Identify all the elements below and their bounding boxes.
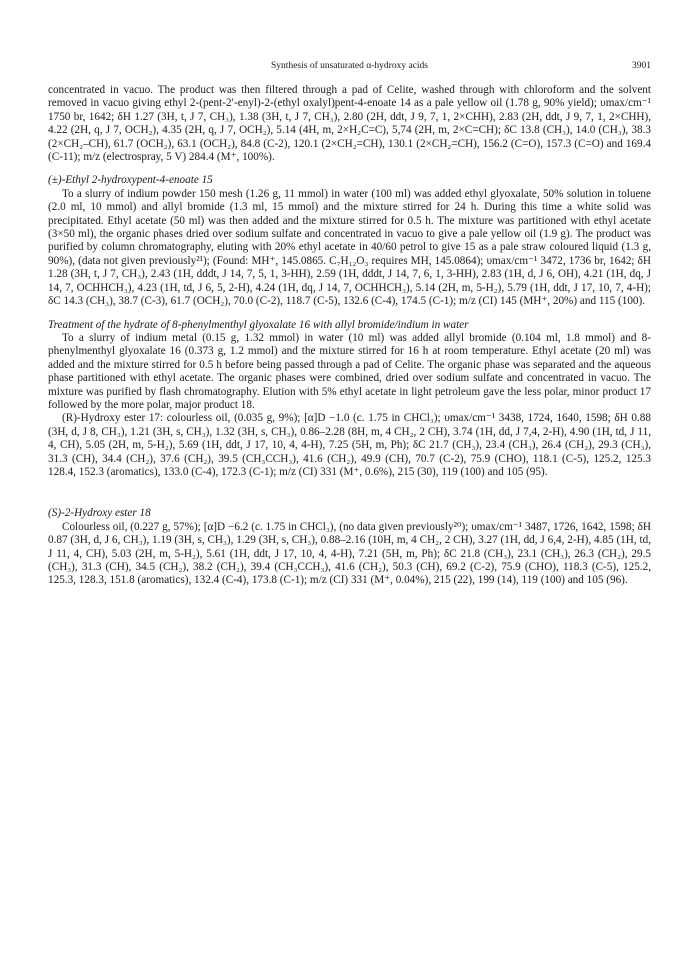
paragraph-treatment: To a slurry of indium metal (0.15 g, 1.32 mmol) in water (10 ml) was added allyl bromide (0.104 ml, 1.8 mmol) and 8-phenylmenthyl glyoxalate 16 (0.373 g, 1.2 mmol) and the mixture stirred for 16 h at room temperature. Ethyl acetate (20 ml) was added and the mixture stirred for 0.5 h before being passed through a pad of Celite. The organic phase was separated and the aqueous phase partitioned with ethyl acetate. The organic phases were combined, dried over sodium sulfate and concentrated in vacuo. The mixture was purified by flash chromatography. Elution with 5% ethyl acetate in light petroleum gave the less polar, minor product 17 followed by the more polar, major product 18. [48, 331, 651, 411]
paragraph-compound-15: To a slurry of indium powder 150 mesh (1.26 g, 11 mmol) in water (100 ml) was added ethyl glyoxalate, 50% solution in toluene (2.0 ml, 10 mmol) and allyl bromide (1.3 ml, 15 mmol) and the mixture stirred for 24 h. During this time a white solid was precipitated. Ethyl acetate (50 ml) was then added and the mixture stirred for 0.5 h. The mixture was partitioned with ethyl acetate (3×50 ml), the organic phases dried over sodium sulfate and concentrated in vacuo to give a pale yellow oil (1.9 g). The product was purified by column chromatography, eluting with 20% ethyl acetate in 40/60 petrol to give 15 as a pale straw coloured liquid (1.3 g, 90%), (data not given previously²¹); (Found: MH⁺, 145.0865. C₇H₁₂O₃ requires MH, 145.0864); υmax/cm⁻¹ 3472, 1736 br, 1642; δH 1.28 (3H, t, J 7, CH₃), 2.43 (1H, dddt, J 14, 7, 5, 1, 3-HH), 2.59 (1H, dddt, J 14, 7, 6, 1, 3-HH), 2.83 (1H, d, J 6, OH), 4.21 (1H, dq, J 14, 7, OCHHCH₃), 4.23 (1H, td, J 6, 5, 2-H), 4.24 (1H, dq, J 14, 7, OCHHCH₃), 5.14 (2H, m, 5-H₂), 5.79 (1H, ddt, J 17, 10, 7, 4-H); δC 14.3 (CH₃), 38.7 (C-3), 61.7 (OCH₂), 70.0 (C-2), 118.7 (C-5), 132.6 (C-4), 174.5 (C-1); m/z (CI) 145 (MH⁺, 20%) and 115 (100). [48, 187, 651, 308]
paragraph-compound-18: Colourless oil, (0.227 g, 57%); [α]D −6.2 (c. 1.75 in CHCl₃), (no data given previously²⁰); υmax/cm⁻¹ 3487, 1726, 1642, 1598; δH 0.87 (3H, d, J 6, CH₃), 1.19 (3H, s, CH₃), 1.29 (3H, s, CH₃), 0.88–2.16 (10H, m, 4 CH₂, 2 CH), 3.27 (1H, dd, J 6,4, 2-H), 4.85 (1H, td, J 11, 4, CH), 5.03 (2H, m, 5-H₂), 5.61 (1H, ddt, J 17, 10, 4, 4-H), 7.21 (5H, m, Ph); δC 21.8 (CH₃), 23.1 (CH₃), 26.3 (CH₂), 29.5 (CH₃), 31.3 (CH), 34.5 (CH₂), 38.2 (CH₂), 39.4 (CH₃CCH₃), 41.6 (CH₂), 50.3 (CH), 69.2 (C-2), 75.9 (CHO), 118.3 (C-5), 125.2, 125.3, 128.3, 151.8 (aromatics), 132.4 (C-4), 173.8 (C-1); m/z (CI) 331 (M⁺, 0.04%), 215 (22), 199 (14), 119 (100) and 105 (96). [48, 520, 651, 587]
page-number: 3901 [632, 61, 651, 71]
section-heading-treatment: Treatment of the hydrate of 8-phenylmenthyl glyoxalate 16 with allyl bromide/indium in water [48, 318, 469, 331]
section-heading-compound-18: (S)-2-Hydroxy ester 18 [48, 507, 151, 520]
journal-page [48, 60, 651, 588]
running-header [48, 60, 651, 74]
paragraph-compound-14: concentrated in vacuo. The product was then filtered through a pad of Celite, washed through with chloroform and the solvent removed in vacuo giving ethyl 2-(pent-2′-enyl)-2-(ethyl oxalyl)pent-4-enoate 14 as a pale yellow oil (1.78 g, 90% yield); υmax/cm⁻¹ 1750 br, 1642; δH 1.27 (3H, t, J 7, CH₃), 1.38 (3H, t, J 7, CH₃), 2.80 (2H, ddt, J 9, 7, 1, 2×CHH), 2.83 (2H, ddt, J 9, 7, 1, 2×CHH), 4.22 (2H, q, J 7, OCH₂), 4.35 (2H, q, J 7, OCH₂), 5.14 (4H, m, 2×H₂C=C), 5,74 (2H, m, 2×C=CH); δC 13.8 (CH₃), 14.0 (CH₃), 38.3 (2×CH₂–CH), 61.7 (OCH₂), 63.1 (OCH₂), 84.8 (C-2), 120.1 (2×CH₂=CH), 130.1 (2×CH₂=CH), 156.2 (C=O), 157.3 (C=O) and 169.4 (C-11); m/z (electrospray, 5 V) 284.4 (M⁺, 100%). [48, 84, 651, 164]
paragraph-compound-17: (R)-Hydroxy ester 17: colourless oil, (0.035 g, 9%); [α]D −1.0 (c. 1.75 in CHCl₃); υmax/cm⁻¹ 3438, 1724, 1640, 1598; δH 0.88 (3H, d, J 8, CH₃), 1.21 (3H, s, CH₃), 1.32 (3H, s, CH₃), 0.86–2.28 (8H, m, 4 CH₂, 2 CH), 3.74 (1H, dd, J 7,4, 2-H), 4.90 (1H, td, J 11, 4, CH), 5.05 (2H, m, 5-H₂), 5.69 (1H, ddt, J 17, 10, 4, 4-H), 7.25 (5H, m, Ph); δC 21.7 (CH₃), 23.4 (CH₃), 26.4 (CH₂), 29.3 (CH₃), 31.3 (CH), 34.4 (CH₂), 37.6 (CH₂), 39.5 (CH₃CCH₃), 41.6 (CH₂), 49.9 (CH), 70.7 (C-2), 75.9 (CHO), 118.1 (C-5), 125.2, 125.3 128.4, 152.3 (aromatics), 133.0 (C-4), 172.3 (C-1); m/z (CI) 331 (M⁺, 0.6%), 215 (30), 119 (100) and 105 (95). [48, 412, 651, 478]
running-title: Synthesis of unsaturated α-hydroxy acids [271, 61, 428, 71]
section-heading-compound-15: (±)-Ethyl 2-hydroxypent-4-enoate 15 [48, 174, 213, 187]
